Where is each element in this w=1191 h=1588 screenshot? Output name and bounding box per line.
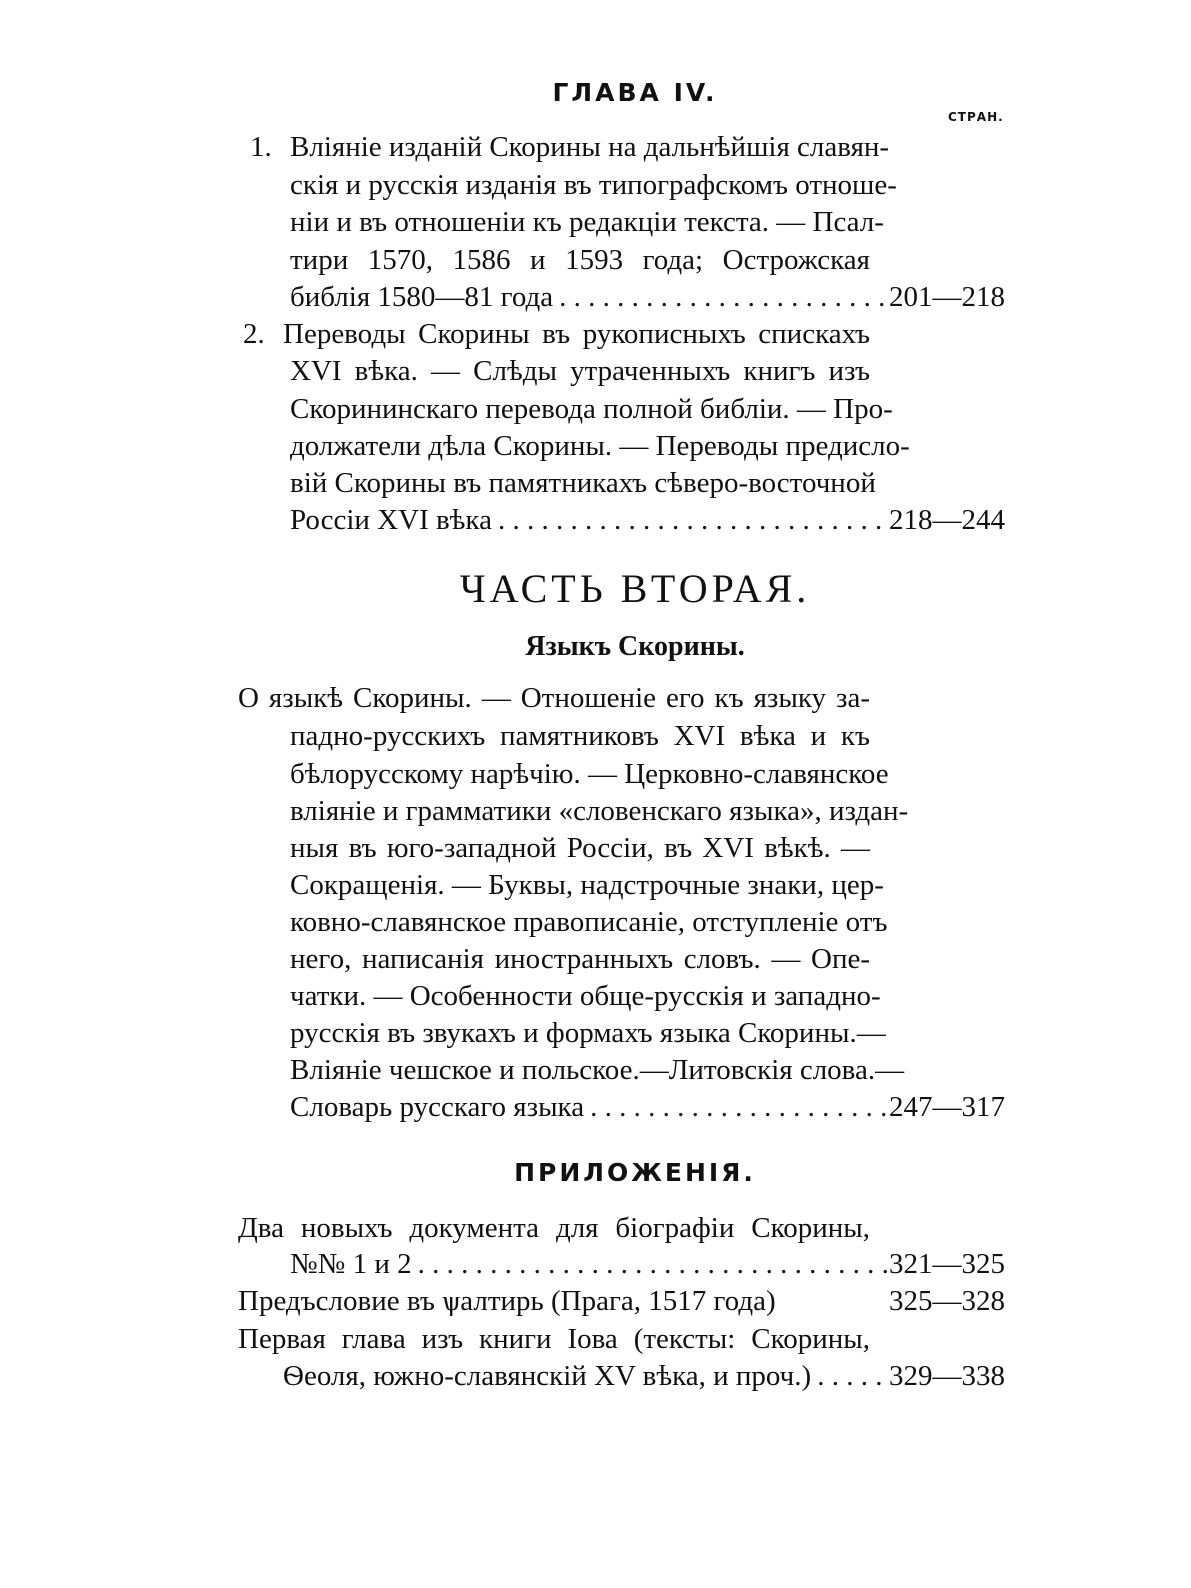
chapter-title: ГЛАВА IV.	[552, 78, 718, 107]
page-range: 325—328	[889, 1285, 1005, 1317]
toc-line: вліяніе и грамматики «словенскаго языка», издан-	[290, 795, 909, 827]
toc-line-with-pages	[238, 1287, 1005, 1316]
toc-line: Словарь русскаго языка	[290, 1091, 585, 1123]
toc-line: тири 1570, 1586 и 1593 года; Острожская	[290, 244, 870, 276]
toc-line: Два новыхъ документа для біографіи Скорины,	[238, 1212, 870, 1244]
page-range: 247—317	[889, 1091, 1005, 1123]
leader-dots	[553, 283, 889, 312]
toc-line: ныя въ юго-западной Россіи, въ XVI вѣкѣ. —	[290, 832, 870, 864]
part-subtitle: Языкъ Скорины.	[525, 631, 745, 662]
toc-line-with-pages	[290, 1250, 1005, 1279]
toc-line: Россіи XVI вѣка	[290, 504, 492, 536]
page-column-label: СТРАН.	[948, 110, 1004, 124]
toc-line: ковно-славянское правописаніе, отступленіе отъ	[290, 906, 888, 938]
appendix-title: ПРИЛОЖЕНІЯ.	[514, 1158, 756, 1187]
toc-line: Ѳеоля, южно-славянскій XV вѣка, и проч.)	[283, 1360, 812, 1392]
toc-entry-number: 1.	[250, 131, 272, 163]
toc-line: него, написанія иностранныхъ словъ. — Опе-	[290, 943, 870, 975]
toc-line: Скорининскаго перевода полной библіи. — Про-	[290, 393, 893, 425]
toc-line: XVI вѣка. — Слѣды утраченныхъ книгъ изъ	[290, 355, 870, 387]
toc-line: ніи и въ отношеніи къ редакціи текста. — Псал-	[290, 206, 884, 238]
toc-line: бѣлорусскому нарѣчію. — Церковно-славянское	[290, 758, 889, 790]
toc-line: Переводы Скорины въ рукописныхъ спискахъ	[283, 318, 870, 350]
toc-line: Вліяніе изданій Скорины на дальнѣйшія славян-	[290, 131, 890, 163]
leader-dots	[412, 1250, 889, 1279]
toc-line: Сокращенія. — Буквы, надстрочные знаки, цер-	[290, 869, 884, 901]
toc-line: русскія въ звукахъ и формахъ языка Скорины.—	[290, 1017, 886, 1049]
toc-line-with-pages	[283, 1362, 1005, 1391]
page-range: 321—325	[889, 1248, 1005, 1280]
toc-line-with-pages	[290, 283, 1005, 312]
toc-line: падно-русскихъ памятниковъ XVI вѣка и къ	[290, 720, 870, 752]
toc-line: скія и русскія изданія въ типографскомъ отноше-	[290, 169, 897, 201]
leader-dots	[811, 1362, 889, 1391]
toc-line: библія 1580—81 года	[290, 281, 554, 313]
leader-dots	[584, 1093, 889, 1122]
toc-line: Предъсловие въ ѱалтирь (Прага, 1517 года)	[238, 1285, 776, 1317]
page-range: 218—244	[889, 504, 1005, 536]
toc-line: Первая глава изъ книги Іова (тексты: Скорины,	[238, 1323, 870, 1355]
toc-entry-number: 2.	[243, 318, 265, 350]
part-title: ЧАСТЬ ВТОРАЯ.	[459, 566, 811, 611]
toc-line: О языкѣ Скорины. — Отношеніе его къ языку за-	[238, 682, 870, 714]
toc-line: чатки. — Особенности обще-русскія и западно-	[290, 980, 881, 1012]
page-range: 329—338	[889, 1360, 1005, 1392]
toc-line-with-pages	[290, 506, 1005, 535]
toc-line: должатели дѣла Скорины. — Переводы предисло-	[290, 430, 910, 462]
toc-line: вій Скорины въ памятникахъ сѣверо-восточной	[290, 467, 876, 499]
toc-line: №№ 1 и 2	[290, 1248, 412, 1280]
leader-dots	[492, 506, 889, 535]
toc-line-with-pages	[290, 1093, 1005, 1122]
page-range: 201—218	[889, 281, 1005, 313]
toc-line: Вліяніе чешское и польское.—Литовскія слова.—	[290, 1054, 905, 1086]
